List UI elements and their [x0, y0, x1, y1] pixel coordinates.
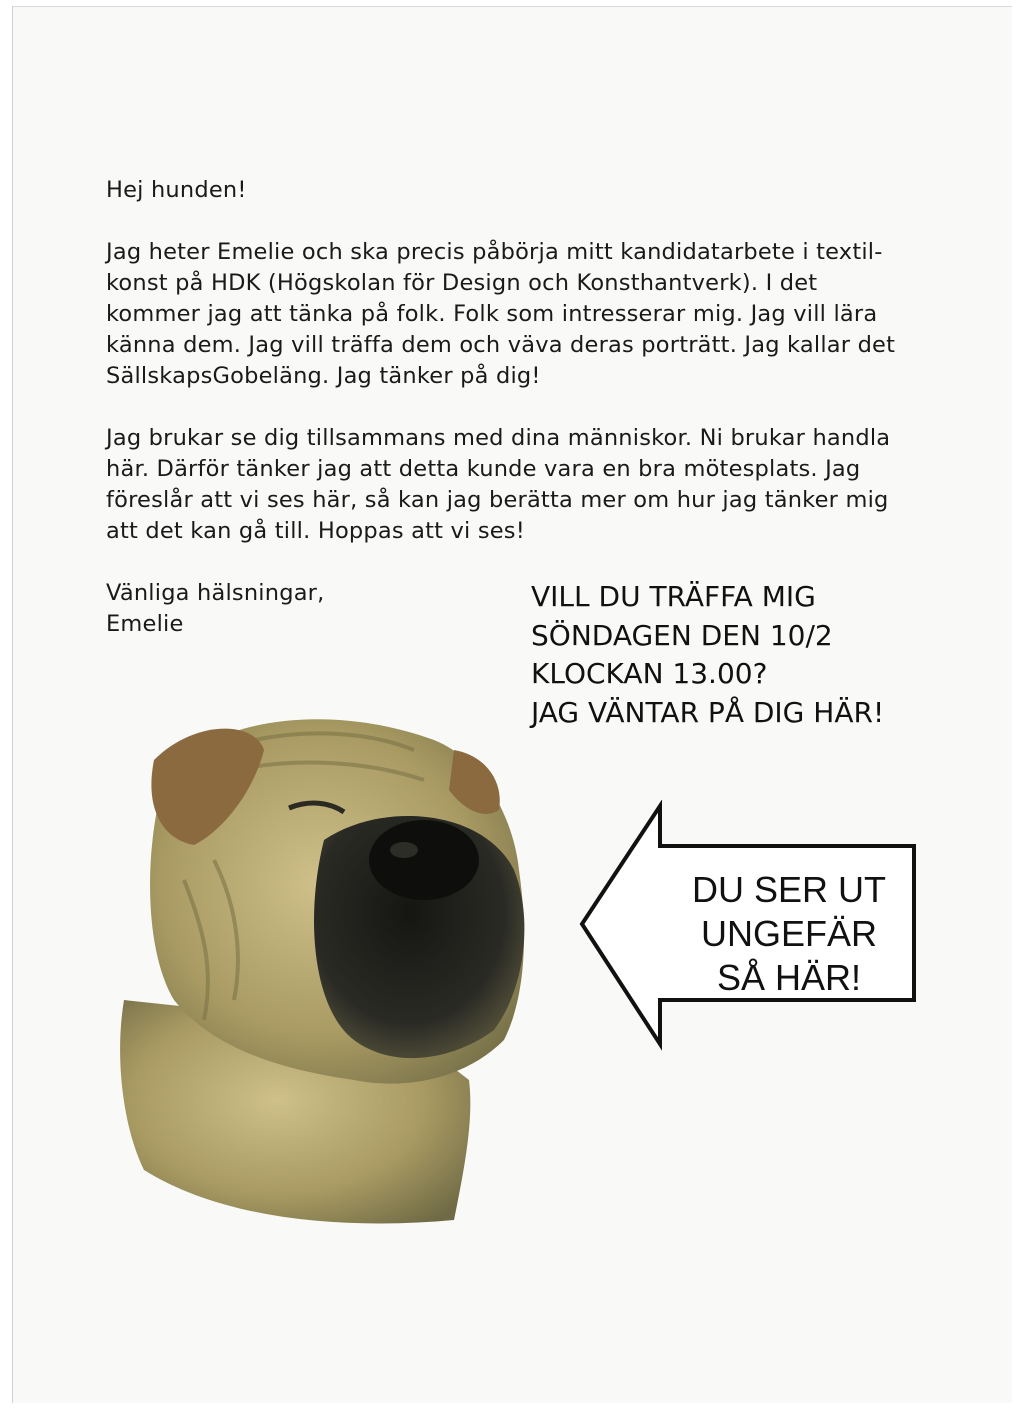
invitation-line: VILL DU TRÄFFA MIG	[531, 580, 816, 613]
invitation-line: SÖNDAGEN DEN 10/2	[531, 618, 833, 652]
signature: Emelie	[106, 611, 184, 637]
invitation-line: KLOCKAN 13.00?	[531, 657, 768, 690]
letter-body	[106, 175, 956, 640]
dog-portrait-illustration	[104, 700, 544, 1240]
paragraph-intro: Jag heter Emelie och ska precis påbörja mitt kandidatarbete i textil- konst på HDK (Högskolan för Design och Konsthantverk). I det kommer jag att tänka på folk. Folk som intresserar mig. Jag vill lära känna dem. Jag vill träffa dem och väva deras porträtt. Jag kallar det SällskapsGobeläng. Jag tänker på dig!	[106, 239, 896, 389]
paragraph-meeting: Jag brukar se dig tillsammans med dina människor. Ni brukar handla här. Därför tänker jag att detta kunde vara en bra mötesplats. Jag föreslår att vi ses här, så kan jag berätta mer om hur jag tänker mig att det kan gå till. Hoppas att vi ses!	[106, 425, 891, 544]
closing: Vänliga hälsningar,	[106, 580, 325, 606]
greeting: Hej hunden!	[106, 177, 247, 203]
arrow-callout-text	[670, 868, 908, 1000]
arrow-callout-line: DU SER UT	[691, 869, 886, 910]
invitation-block	[531, 578, 884, 732]
dog-nose	[369, 820, 479, 900]
invitation-line: JAG VÄNTAR PÅ DIG HÄR!	[531, 695, 885, 729]
arrow-callout-line: UNGEFÄR	[700, 913, 877, 954]
arrow-callout-line: SÅ HÄR!	[716, 957, 862, 998]
arrow-callout	[578, 800, 918, 1060]
